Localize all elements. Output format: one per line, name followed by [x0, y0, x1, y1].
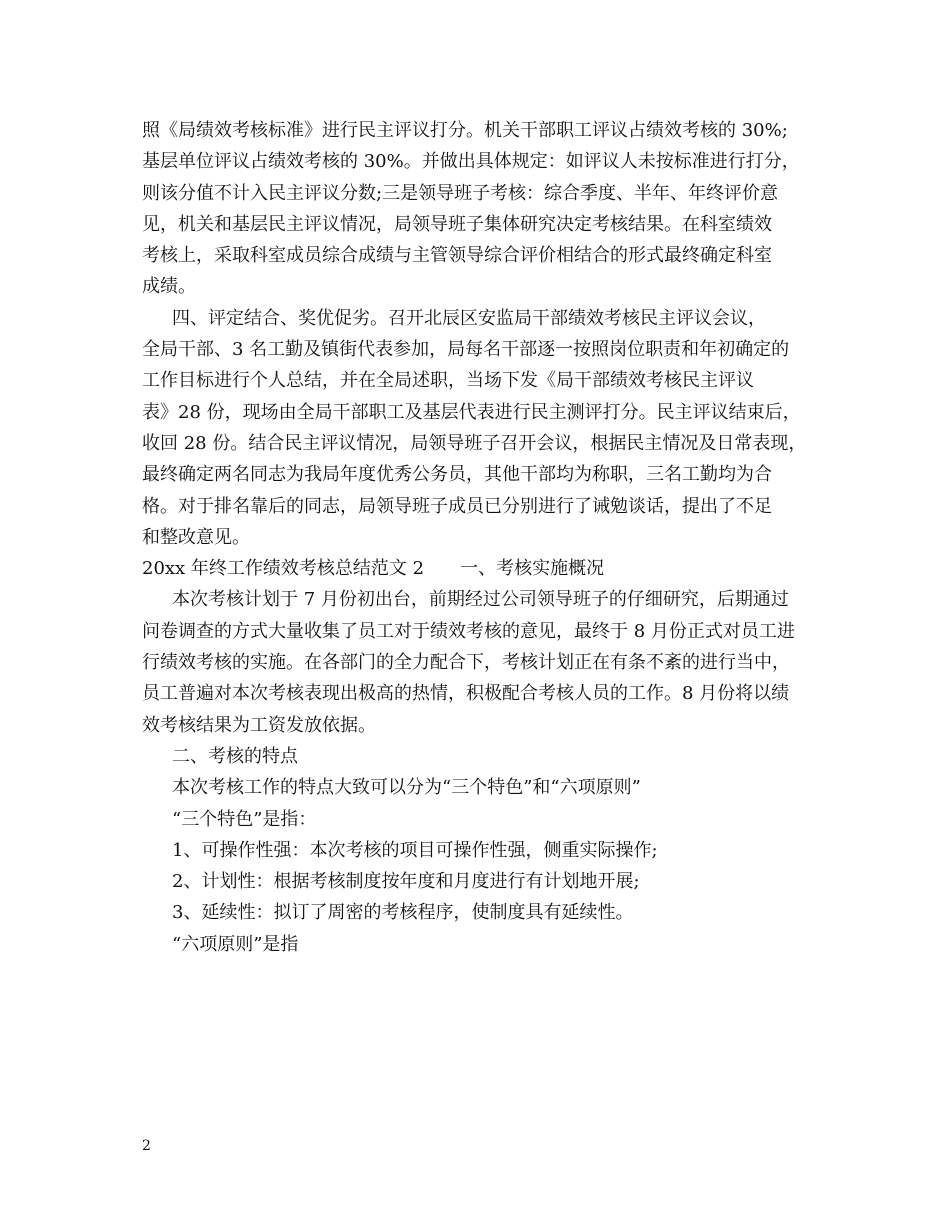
- text-line: 问卷调查的方式大量收集了员工对于绩效考核的意见，最终于 8 月份正式对员工进: [142, 620, 795, 642]
- text-line: 基层单位评议占绩效考核的 30%。并做出具体规定：如评议人未按标准进行打分，: [142, 151, 800, 173]
- text-line: 行绩效考核的实施。在各部门的全力配合下，考核计划正在有条不紊的进行当中，: [142, 652, 790, 674]
- page-number: 2: [142, 1138, 151, 1154]
- text-line: 全局干部、3 名工勤及镇街代表参加，局每名干部逐一按照岗位职责和年初确定的: [142, 339, 790, 361]
- text-line: 照《局绩效考核标准》进行民主评议打分。机关干部职工评议占绩效考核的 30%;: [142, 120, 788, 141]
- text-line: 格。对于排名靠后的同志，局领导班子成员已分别进行了诫勉谈话，提出了不足: [142, 495, 772, 517]
- text-line: 和整改意见。: [142, 526, 250, 548]
- text-line: “六项原则”是指: [172, 933, 299, 955]
- text-line: 员工普遍对本次考核表现出极高的热情，积极配合考核人员的工作。8 月份将以绩: [142, 683, 790, 705]
- text-line: 二、考核的特点: [172, 745, 298, 767]
- document-body: [142, 115, 812, 960]
- text-line: 见，机关和基层民主评议情况，局领导班子集体研究决定考核结果。在科室绩效: [142, 213, 772, 235]
- text-line: 则该分值不计入民主评议分数;三是领导班子考核：综合季度、半年、年终评价意: [142, 182, 779, 204]
- text-line: 收回 28 份。结合民主评议情况，局领导班子召开会议，根据民主情况及日常表现，: [142, 432, 807, 454]
- text-line: 20xx 年终工作绩效考核总结范文 2 一、考核实施概况: [142, 558, 605, 580]
- text-line: 表》28 份，现场由全局干部职工及基层代表进行民主测评打分。民主评议结束后，: [142, 401, 801, 423]
- text-line: 本次考核计划于 7 月份初出台，前期经过公司领导班子的仔细研究，后期通过: [172, 589, 789, 611]
- text-line: 本次考核工作的特点大致可以分为“三个特色”和“六项原则”: [172, 777, 641, 799]
- text-line: 考核上，采取科室成员综合成绩与主管领导综合评价相结合的形式最终确定科室: [142, 245, 772, 267]
- text-line: 四、评定结合、奖优促劣。召开北辰区安监局干部绩效考核民主评议会议，: [172, 307, 766, 329]
- text-line: 3、延续性：拟订了周密的考核程序，使制度具有延续性。: [172, 902, 634, 924]
- text-line: 成绩。: [142, 276, 196, 298]
- text-line: 工作目标进行个人总结，并在全局述职，当场下发《局干部绩效考核民主评议: [142, 370, 754, 392]
- text-line: 1、可操作性强：本次考核的项目可操作性强，侧重实际操作;: [172, 839, 658, 861]
- text-line: “三个特色”是指：: [172, 808, 317, 830]
- text-line: 2、计划性：根据考核制度按年度和月度进行有计划地开展;: [172, 871, 640, 893]
- text-line: 效考核结果为工资发放依据。: [142, 714, 376, 736]
- text-line: 最终确定两名同志为我局年度优秀公务员，其他干部均为称职，三名工勤均为合: [142, 464, 772, 486]
